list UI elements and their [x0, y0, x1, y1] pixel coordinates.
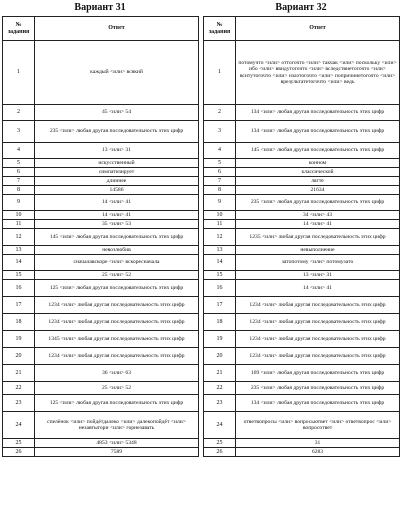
header-task-number: № задания: [204, 17, 236, 41]
answer-cell: 134 <или> любая другая последовательность этих цифр: [236, 121, 400, 143]
table-row: [3, 314, 199, 331]
answer-cell: искусственный: [35, 159, 199, 168]
task-number: 14: [3, 255, 35, 271]
table-row: [204, 186, 400, 195]
task-number: 11: [3, 220, 35, 229]
task-number: 3: [204, 121, 236, 143]
table-row: [3, 211, 199, 220]
answer-cell: 125 <или> любая другая последовательность этих цифр: [35, 395, 199, 412]
task-number: 19: [204, 331, 236, 348]
table-row: [3, 41, 199, 105]
table-row: [3, 143, 199, 159]
table-row: [204, 395, 400, 412]
task-number: 24: [204, 412, 236, 439]
table-row: [204, 105, 400, 121]
answer-cell: ответвопросы <или> вопросыответ <или> ответвопрос <или> вопросответ: [236, 412, 400, 439]
answer-cell: 134 <или> любая другая последовательность этих цифр: [236, 395, 400, 412]
table-header-row: [204, 17, 400, 41]
table-row: [204, 314, 400, 331]
answer-cell: 235 <или> любая другая последовательность этих цифр: [35, 121, 199, 143]
answer-cell: 235 <или> любая другая последовательность этих цифр: [236, 382, 400, 395]
table-row: [204, 41, 400, 105]
answer-cell: 21634: [236, 186, 400, 195]
table-row: [204, 143, 400, 159]
answer-cell: 145 <или> любая другая последовательность этих цифр: [236, 143, 400, 159]
table-row: [3, 271, 199, 280]
task-number: 23: [204, 395, 236, 412]
task-number: 1: [204, 41, 236, 105]
table-row: [3, 246, 199, 255]
answer-cell: 31: [236, 439, 400, 448]
answer-cell: 125 <или> любая другая последовательность этих цифр: [35, 280, 199, 297]
table-row: [204, 177, 400, 186]
table-row: [204, 168, 400, 177]
table-row: [204, 246, 400, 255]
task-number: 11: [204, 220, 236, 229]
task-number: 23: [3, 395, 35, 412]
answer-cell: 14 <или> 41: [35, 195, 199, 211]
table-row: [3, 159, 199, 168]
table-row: [204, 195, 400, 211]
task-number: 2: [3, 105, 35, 121]
task-number: 19: [3, 331, 35, 348]
table-row: [204, 271, 400, 280]
table-row: [204, 412, 400, 439]
table-row: [204, 348, 400, 365]
task-number: 1: [3, 41, 35, 105]
answer-cell: 35 <или> 53: [35, 220, 199, 229]
table-row: [3, 280, 199, 297]
task-number: 14: [204, 255, 236, 271]
task-number: 6: [204, 168, 236, 177]
table-row: [204, 159, 400, 168]
task-number: 9: [3, 195, 35, 211]
answer-cell: 7589: [35, 448, 199, 457]
task-number: 8: [204, 186, 236, 195]
table-row: [3, 220, 199, 229]
table-row: [3, 412, 199, 439]
table-row: [3, 168, 199, 177]
answer-cell: 4853 <или> 5348: [35, 439, 199, 448]
variant-31-title: Вариант 31: [74, 2, 126, 13]
answer-cell: невыполнение: [236, 246, 400, 255]
variant-32-table: [203, 16, 400, 457]
task-number: 12: [204, 229, 236, 246]
answer-cell: 1234 <или> любая другая последовательность этих цифр: [35, 314, 199, 331]
answer-cell: 235 <или> любая другая последовательность этих цифр: [236, 195, 400, 211]
task-number: 17: [3, 297, 35, 314]
task-number: 22: [204, 382, 236, 395]
table-row: [204, 331, 400, 348]
task-number: 25: [204, 439, 236, 448]
task-number: 24: [3, 412, 35, 439]
answer-cell: 1234 <или> любая другая последовательность этих цифр: [35, 297, 199, 314]
table-row: [3, 297, 199, 314]
task-number: 10: [204, 211, 236, 220]
answer-cell: 14 <или> 41: [35, 211, 199, 220]
variant-32-rows: [204, 41, 400, 457]
answer-cell: 169 <или> любая другая последовательность этих цифр: [236, 365, 400, 382]
task-number: 20: [204, 348, 236, 365]
task-number: 20: [3, 348, 35, 365]
header-answer: Ответ: [236, 17, 400, 41]
table-row: [204, 229, 400, 246]
answer-cell: потомучто <или> оттогочто <или> такчак <или> поскольку <или> ибо <или> ввидутогочто <или> вследствиетогочто <или> вситутогочто <или> изаэтогочто <или> попричинетогочто <или> врезультатетогочто <или> ведь: [236, 41, 400, 105]
answer-cell: 14 <или> 41: [236, 280, 400, 297]
task-number: 26: [204, 448, 236, 457]
task-number: 7: [204, 177, 236, 186]
answer-cell: 13 <или> 31: [236, 271, 400, 280]
task-number: 17: [204, 297, 236, 314]
task-number: 25: [3, 439, 35, 448]
header-answer: Ответ: [35, 17, 199, 41]
task-number: 12: [3, 229, 35, 246]
answer-cell: лягте: [236, 177, 400, 186]
answer-cell: 1234 <или> любая другая последовательность этих цифр: [35, 348, 199, 365]
table-row: [204, 211, 400, 220]
task-number: 8: [3, 186, 35, 195]
task-number: 7: [3, 177, 35, 186]
task-number: 6: [3, 168, 35, 177]
table-row: [204, 280, 400, 297]
table-row: [3, 365, 199, 382]
table-row: [204, 121, 400, 143]
table-row: [3, 255, 199, 271]
table-row: [3, 448, 199, 457]
answer-cell: 1234 <или> любая другая последовательность этих цифр: [236, 348, 400, 365]
answer-cell: каждый <или> всякий: [35, 41, 199, 105]
task-number: 9: [204, 195, 236, 211]
answer-cell: 1345 <или> любая другая последовательность этих цифр: [35, 331, 199, 348]
table-row: [3, 177, 199, 186]
task-number: 13: [204, 246, 236, 255]
answer-cell: спелёнок <или> пойдётдалеко <или> далекопойдёт <или> незавтыгори <или> горнезавать: [35, 412, 199, 439]
answer-cell: симпатизирует: [35, 168, 199, 177]
task-number: 5: [3, 159, 35, 168]
task-number: 16: [204, 280, 236, 297]
table-row: [3, 229, 199, 246]
task-number: 3: [3, 121, 35, 143]
table-row: [3, 331, 199, 348]
task-number: 22: [3, 382, 35, 395]
answer-cell: 134 <или> любая другая последовательность этих цифр: [236, 105, 400, 121]
answer-cell: 1234 <или> любая другая последовательность этих цифр: [236, 314, 400, 331]
table-row: [3, 195, 199, 211]
answer-cell: 145 <или> любая другая последовательность этих цифр: [35, 229, 199, 246]
task-number: 21: [3, 365, 35, 382]
answer-cell: конном: [236, 159, 400, 168]
table-header-row: [3, 17, 199, 41]
table-row: [3, 395, 199, 412]
table-row: [3, 121, 199, 143]
task-number: 18: [3, 314, 35, 331]
table-row: [204, 365, 400, 382]
answer-cell: невозлюбив: [35, 246, 199, 255]
answer-cell: сначалавскоре <или> вскоресначала: [35, 255, 199, 271]
variant-31-table: [2, 16, 199, 457]
table-row: [204, 382, 400, 395]
table-row: [3, 105, 199, 121]
task-number: 16: [3, 280, 35, 297]
table-row: [204, 439, 400, 448]
table-row: [3, 382, 199, 395]
answer-cell: 1235 <или> любая другая последовательность этих цифр: [236, 229, 400, 246]
task-number: 10: [3, 211, 35, 220]
table-row: [3, 186, 199, 195]
header-task-number: № задания: [3, 17, 35, 41]
answer-cell: 34 <или> 43: [236, 211, 400, 220]
variant-31-panel: [2, 0, 198, 457]
table-row: [204, 448, 400, 457]
answer-cell: 14 <или> 41: [236, 220, 400, 229]
answer-cell: 1234 <или> любая другая последовательность этих цифр: [236, 331, 400, 348]
variant-32-title: Вариант 32: [275, 2, 327, 13]
table-row: [3, 439, 199, 448]
table-row: [204, 297, 400, 314]
task-number: 15: [3, 271, 35, 280]
answer-cell: 25 <или> 52: [35, 382, 199, 395]
task-number: 2: [204, 105, 236, 121]
answer-cell: 13 <или> 31: [35, 143, 199, 159]
task-number: 15: [204, 271, 236, 280]
task-number: 4: [204, 143, 236, 159]
answer-cell: 6283: [236, 448, 400, 457]
task-number: 4: [3, 143, 35, 159]
variant-31-rows: [3, 41, 199, 457]
table-row: [204, 220, 400, 229]
table-row: [204, 255, 400, 271]
answer-cell: 1234 <или> любая другая последовательность этих цифр: [236, 297, 400, 314]
answer-cell: 36 <или> 63: [35, 365, 199, 382]
table-row: [3, 348, 199, 365]
answer-cell: 14586: [35, 186, 199, 195]
task-number: 18: [204, 314, 236, 331]
answer-cell: классической: [236, 168, 400, 177]
answer-cell: длиннее: [35, 177, 199, 186]
answer-cell: 25 <или> 52: [35, 271, 199, 280]
task-number: 13: [3, 246, 35, 255]
task-number: 26: [3, 448, 35, 457]
task-number: 21: [204, 365, 236, 382]
answer-cell: 45 <или> 54: [35, 105, 199, 121]
answer-cell: затопотому <или> потомузато: [236, 255, 400, 271]
task-number: 5: [204, 159, 236, 168]
variant-32-panel: [203, 0, 399, 457]
